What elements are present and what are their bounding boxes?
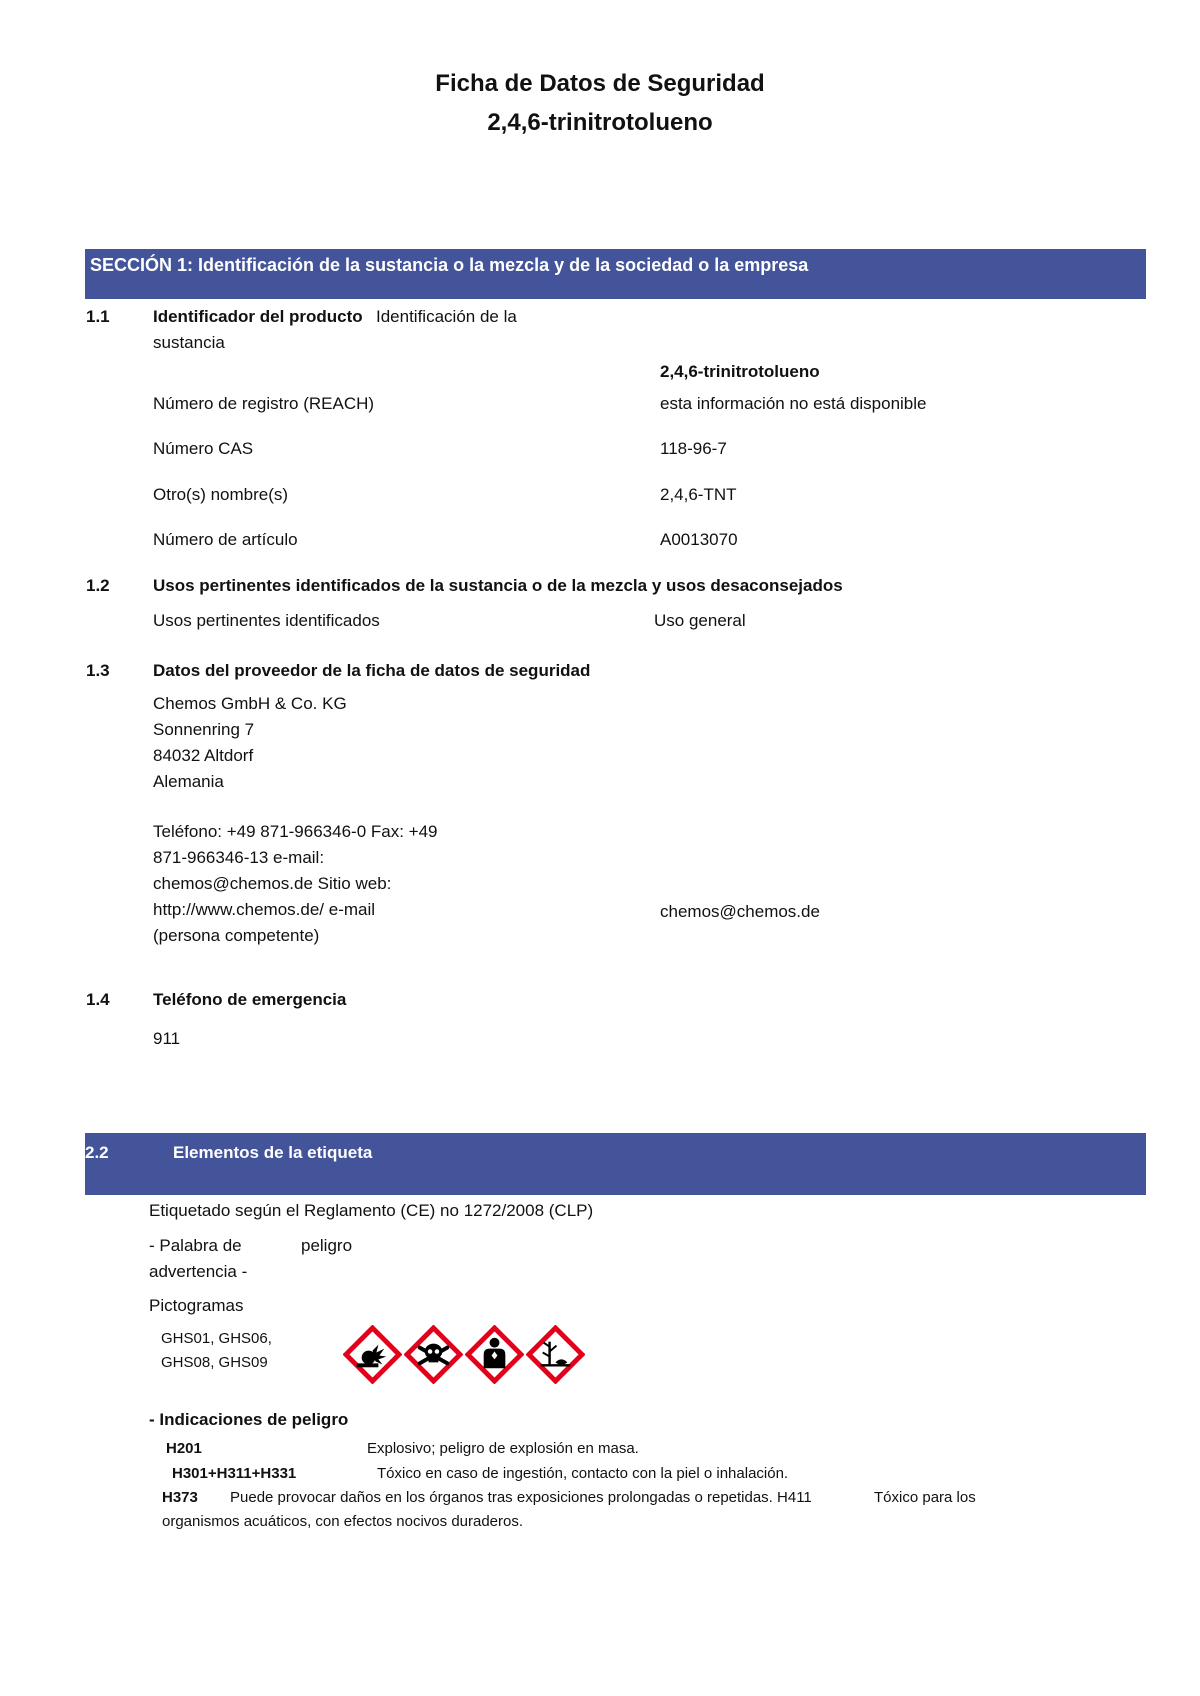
hazard-statements-heading: - Indicaciones de peligro <box>149 1410 349 1429</box>
section1-bar <box>85 249 1146 299</box>
pictogram-row <box>343 1325 585 1384</box>
identified-uses-label: Usos pertinentes identificados <box>153 611 380 630</box>
pictogram-codes: GHS01, GHS06, <box>161 1330 272 1347</box>
signal-word-label-cont: advertencia - <box>149 1262 248 1281</box>
supplier-email-website: chemos@chemos.de Sitio web: <box>153 874 392 893</box>
h373-code: H373 <box>162 1489 198 1506</box>
document-title: Ficha de Datos de Seguridad <box>435 70 765 97</box>
h301-h311-h331-text: Tóxico en caso de ingestión, contacto con la piel o inhalación. <box>377 1465 789 1482</box>
substance-label-cont: sustancia <box>153 333 225 352</box>
signal-word-value: peligro <box>301 1236 353 1255</box>
clp-regulation-label: Etiquetado según el Reglamento (CE) no 1272/2008 (CLP) <box>149 1201 594 1220</box>
skull-crossbones-icon <box>404 1325 463 1384</box>
reach-number-label: Número de registro (REACH) <box>153 394 375 413</box>
pictogram-codes-cont: GHS08, GHS09 <box>161 1354 268 1371</box>
supplier-city: 84032 Altdorf <box>153 746 254 765</box>
competent-person-label: (persona competente) <box>153 926 320 945</box>
h411-text: Tóxico para los <box>874 1489 976 1506</box>
substance-identification-label: Identificación de la <box>376 307 517 326</box>
uses-heading: Usos pertinentes identificados de la sustancia o de la mezcla y usos desaconsejados <box>153 576 843 595</box>
section2-2-title: Elementos de la etiqueta <box>173 1143 373 1162</box>
supplier-street: Sonnenring 7 <box>153 720 255 739</box>
other-names-value: 2,4,6-TNT <box>660 485 737 504</box>
substance-name-value: 2,4,6-trinitrotolueno <box>660 362 820 381</box>
reach-number-value: esta información no está disponible <box>660 394 927 413</box>
section1-title: SECCIÓN 1: Identificación de la sustancia o la mezcla y de la sociedad o la empresa <box>90 255 809 275</box>
section-number-1-2: 1.2 <box>86 576 110 595</box>
supplier-heading: Datos del proveedor de la ficha de datos de seguridad <box>153 661 591 680</box>
substance-title: 2,4,6-trinitrotolueno <box>487 109 713 136</box>
cas-number-value: 118-96-7 <box>660 439 727 458</box>
health-hazard-icon <box>465 1325 524 1384</box>
competent-person-email: chemos@chemos.de <box>660 902 820 921</box>
section2-2-number: 2.2 <box>85 1143 109 1162</box>
emergency-phone-value: 911 <box>153 1029 181 1048</box>
section-number-1-4: 1.4 <box>86 990 110 1009</box>
emergency-phone-heading: Teléfono de emergencia <box>153 990 347 1009</box>
other-names-label: Otro(s) nombre(s) <box>153 485 289 504</box>
section-number-1-3: 1.3 <box>86 661 110 680</box>
supplier-company: Chemos GmbH & Co. KG <box>153 694 347 713</box>
section-number-1-1: 1.1 <box>86 307 110 326</box>
article-number-label: Número de artículo <box>153 530 298 549</box>
exploding-bomb-icon <box>343 1325 402 1384</box>
cas-number-label: Número CAS <box>153 439 254 458</box>
supplier-fax-email: 871-966346-13 e-mail: <box>153 848 325 867</box>
h201-code: H201 <box>166 1440 202 1457</box>
signal-word-label: - Palabra de <box>149 1236 242 1255</box>
identified-uses-value: Uso general <box>654 611 746 630</box>
article-number-value: A0013070 <box>660 530 738 549</box>
pictograms-label: Pictogramas <box>149 1296 244 1315</box>
supplier-website: http://www.chemos.de/ e-mail <box>153 900 376 919</box>
h411-text-cont: organismos acuáticos, con efectos nocivos duraderos. <box>162 1513 524 1530</box>
section2-2-bar <box>85 1133 1146 1195</box>
h373-text: Puede provocar daños en los órganos tras exposiciones prolongadas o repetidas. H411 <box>230 1489 812 1506</box>
environment-icon <box>526 1325 585 1384</box>
h301-h311-h331-code: H301+H311+H331 <box>172 1465 297 1482</box>
supplier-phone-fax: Teléfono: +49 871-966346-0 Fax: +49 <box>153 822 438 841</box>
product-identifier-heading: Identificador del producto <box>153 307 363 326</box>
h201-text: Explosivo; peligro de explosión en masa. <box>367 1440 639 1457</box>
supplier-country: Alemania <box>153 772 224 791</box>
